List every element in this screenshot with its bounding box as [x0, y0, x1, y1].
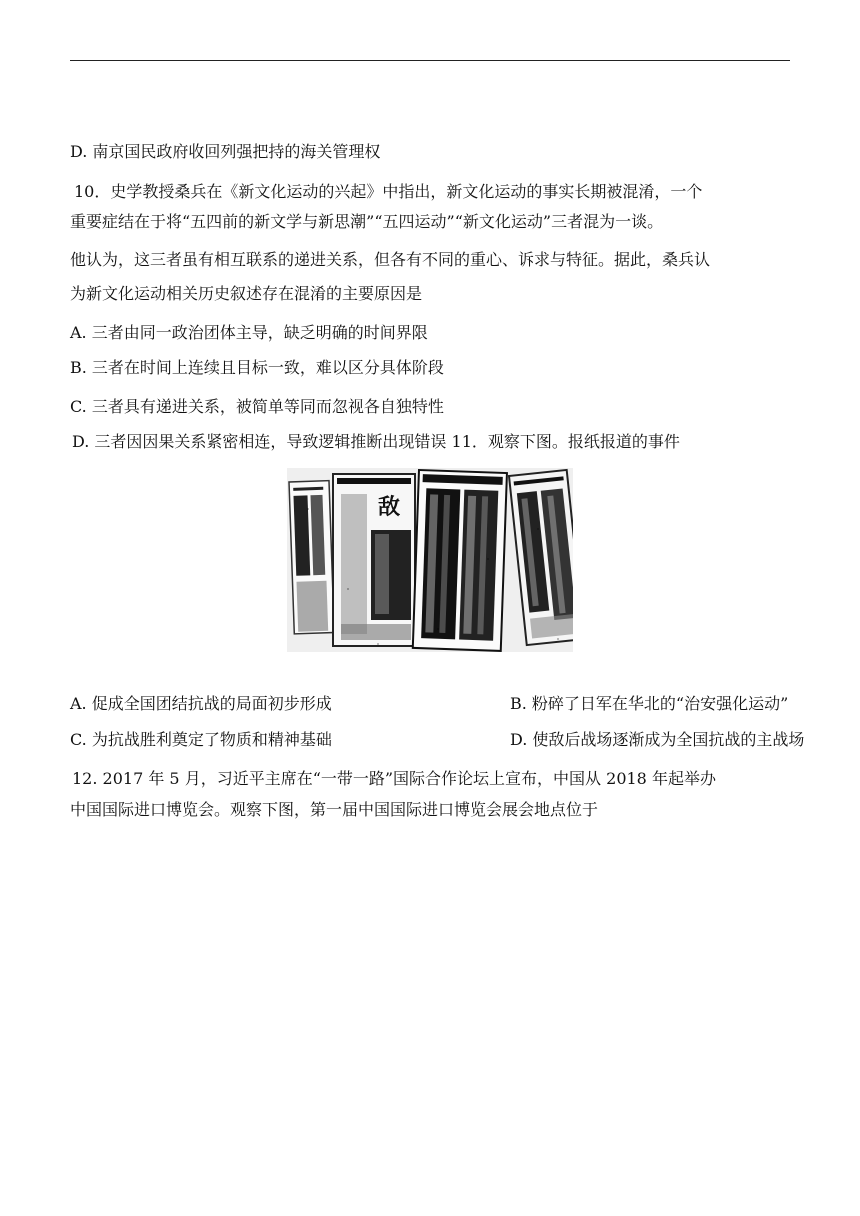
q12-stem-line-1: 12. 2017 年 5 月，习近平主席在“一带一路”国际合作论坛上宣布，中国从 2018 年起举办	[72, 769, 716, 788]
newspaper-clippings-image	[287, 468, 573, 652]
q11-option-d: D. 使敌后战场逐渐成为全国抗战的主战场	[510, 730, 805, 749]
q10-stem-line-4: 为新文化运动相关历史叙述存在混淆的主要原因是	[70, 284, 423, 303]
header-rule	[70, 60, 790, 61]
q10-option-a: A. 三者由同一政治团体主导，缺乏明确的时间界限	[70, 323, 428, 342]
q10-option-d-q11-stem: D. 三者因因果关系紧密相连，导致逻辑推断出现错误 11．观察下图。报纸报道的事件	[72, 432, 680, 451]
q11-option-b: B. 粉碎了日军在华北的“治安强化运动”	[510, 694, 789, 713]
q12-stem-line-2: 中国国际进口博览会。观察下图，第一届中国国际进口博览会展会地点位于	[70, 800, 599, 819]
q10-stem-line-3: 他认为，这三者虽有相互联系的递进关系，但各有不同的重心、诉求与特征。据此，桑兵认	[70, 250, 711, 269]
q11-options-row-2	[70, 730, 805, 750]
q10-option-b: B. 三者在时间上连续且目标一致，难以区分具体阶段	[70, 358, 444, 377]
q11-option-a: A. 促成全国团结抗战的局面初步形成	[70, 694, 332, 713]
svg-text:敌: 敌	[378, 495, 401, 520]
q11-options-row-1	[70, 694, 790, 714]
q10-stem-line-2: 重要症结在于将“五四前的新文学与新思潮”“五四运动”“新文化运动”三者混为一谈。	[70, 212, 664, 231]
q10-option-c: C. 三者具有递进关系，被简单等同而忽视各自独特性	[70, 397, 444, 416]
q9-option-d: D. 南京国民政府收回列强把持的海关管理权	[70, 142, 381, 161]
q10-stem-line-1: 10．史学教授桑兵在《新文化运动的兴起》中指出，新文化运动的事实长期被混淆，一个	[74, 182, 703, 201]
q11-option-c: C. 为抗战胜利奠定了物质和精神基础	[70, 730, 332, 749]
